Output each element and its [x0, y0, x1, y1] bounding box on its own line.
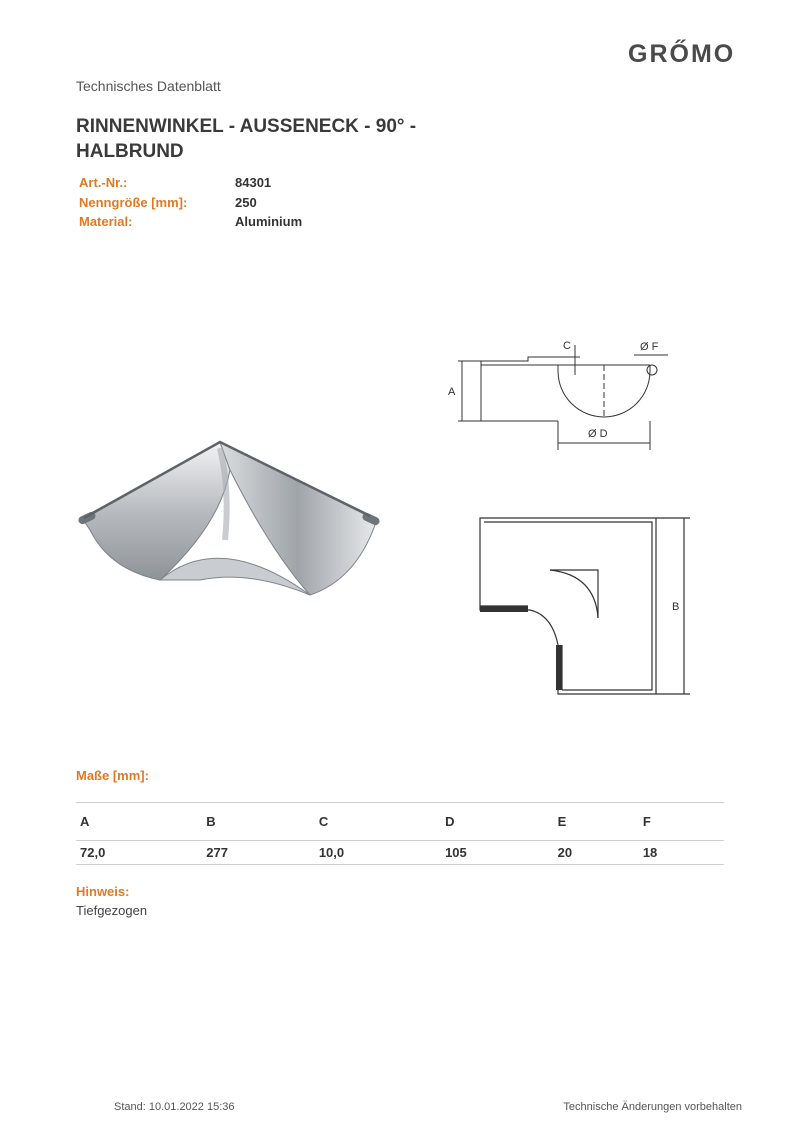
dim-value-c: 10,0: [315, 841, 441, 865]
spec-label-material: Material:: [79, 214, 133, 229]
spec-label-article: Art.-Nr.:: [79, 175, 128, 190]
dim-value-f: 18: [639, 841, 724, 865]
product-image: [70, 430, 390, 610]
dim-value-e: 20: [554, 841, 639, 865]
dim-header-d: D: [441, 803, 554, 841]
note-title: Hinweis:: [76, 884, 130, 899]
footer-date: Stand: 10.01.2022 15:36: [114, 1101, 235, 1113]
dim-header-b: B: [202, 803, 315, 841]
label-d: Ø D: [588, 428, 608, 440]
label-c: C: [563, 340, 571, 352]
spec-value-size: 250: [235, 195, 257, 210]
dim-value-a: 72,0: [76, 841, 202, 865]
dimensions-table: [76, 802, 724, 865]
dim-header-c: C: [315, 803, 441, 841]
dim-header-e: E: [554, 803, 639, 841]
dim-value-b: 277: [202, 841, 315, 865]
dim-header-a: A: [76, 803, 202, 841]
document-type: Technisches Datenblatt: [76, 78, 221, 94]
dim-value-d: 105: [441, 841, 554, 865]
dimensions-value-row: [76, 841, 724, 865]
brand-logo: GRŐMO: [628, 40, 736, 68]
note-text: Tiefgezogen: [76, 903, 148, 918]
label-f: Ø F: [640, 341, 659, 353]
spec-value-material: Aluminium: [235, 214, 303, 229]
footer-disclaimer: Technische Änderungen vorbehalten: [563, 1101, 742, 1113]
spec-label-size: Nenngröße [mm]:: [79, 195, 188, 210]
dimensions-header-row: [76, 803, 724, 841]
spec-value-article: 84301: [235, 175, 272, 190]
dim-header-f: F: [639, 803, 724, 841]
label-a: A: [448, 386, 456, 398]
dimensions-title: Maße [mm]:: [76, 768, 149, 783]
product-title: RINNENWINKEL - AUSSENECK - 90° - HALBRUND: [76, 116, 417, 162]
label-b: B: [672, 601, 680, 613]
top-view-drawing: [470, 510, 700, 705]
side-view-drawing: [438, 335, 678, 455]
